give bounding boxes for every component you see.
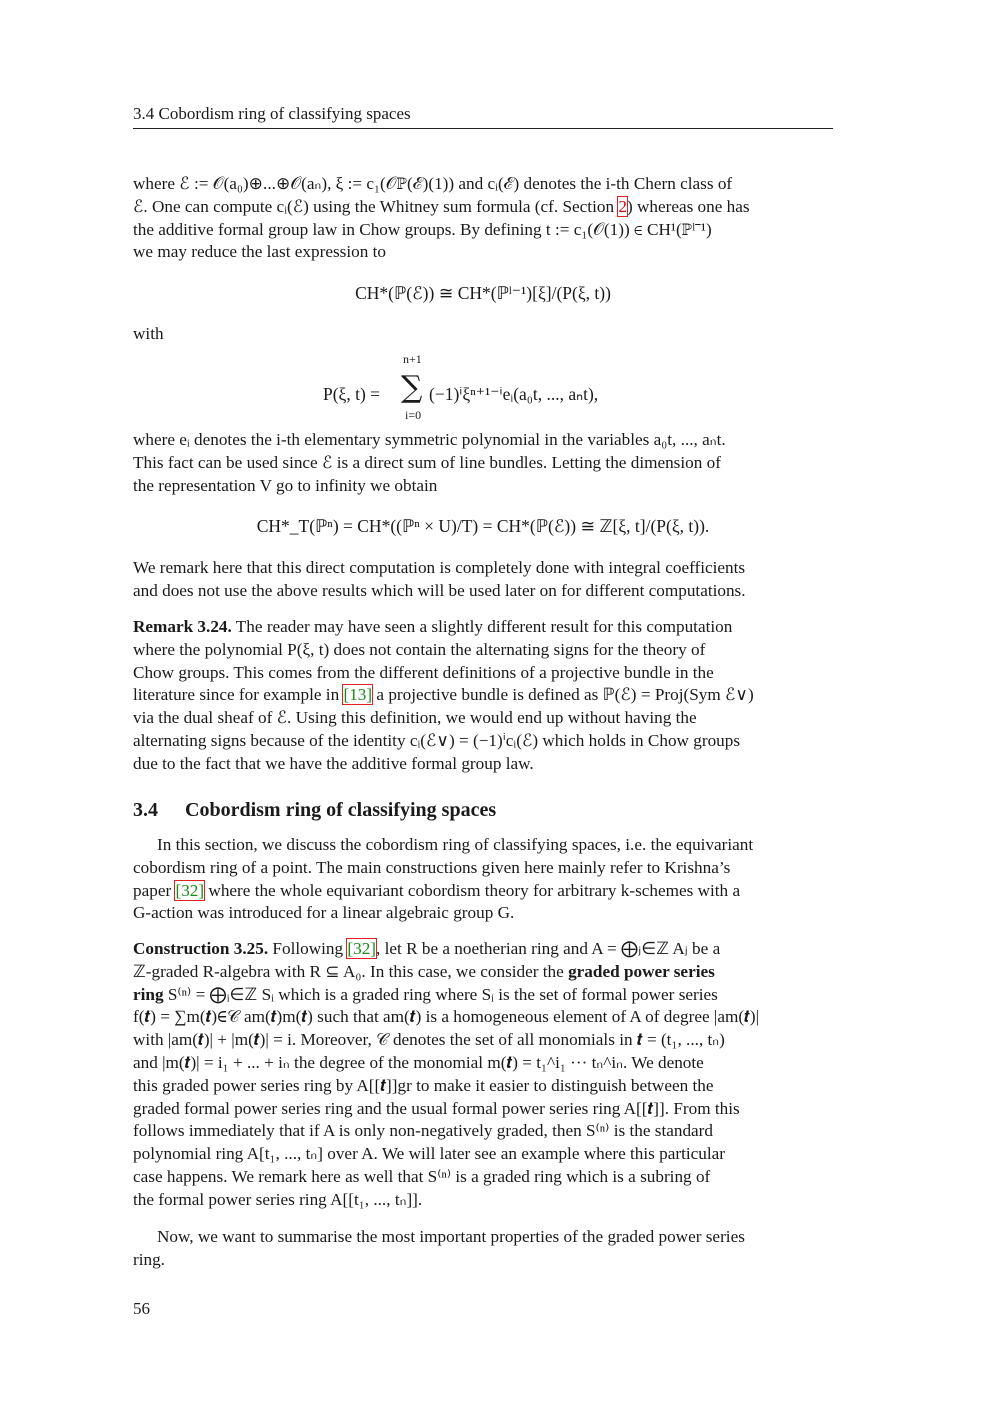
section-number: 3.4 [133,799,158,821]
text-line: and does not use the above results which will be used later on for different computations. [133,580,746,600]
text-line [133,984,833,1007]
text-line: where eᵢ denotes the i-th elementary symmetric polynomial in the variables a₀t, ..., aₙt. [133,430,726,449]
text-span: ℤ-graded R-algebra with R ⊆ A₀. In this case, we consider the [133,961,569,981]
text-line: via the dual sheaf of ℰ. Using this definition, we would end up without having the [133,708,697,728]
defined-term: ring [133,984,164,1004]
citation-link[interactable]: [13] [343,685,373,705]
equation-chow-ring: CH*(ℙ(ℰ)) ≅ CH*(ℙˡ⁻¹)[ξ]/(P(ξ, t)) [355,283,611,303]
section-reference-link[interactable]: 2 [618,196,627,216]
text-line: follows immediately that if A is only non-negatively graded, then S⁽ⁿ⁾ is the standard [133,1121,713,1141]
equation-rhs: (−1)ⁱξⁿ⁺¹⁻ⁱeᵢ(a₀t, ..., aₙt), [429,384,599,404]
paragraph-intro [133,173,833,264]
text-line: alternating signs because of the identity cᵢ(ℰ∨) = (−1)ⁱcᵢ(ℰ) which holds in Chow groups [133,730,741,750]
text-line: the formal power series ring A[[t₁, ..., tₙ]]. [133,1189,423,1209]
text-line: f(𝒕) = ∑m(𝒕)∈𝒞 am(𝒕)m(𝒕) such that am(𝒕) is a homogeneous element of A of degree |am(𝒕)| [133,1007,760,1027]
text-line: Now, we want to summarise the most important properties of the graded power series [157,1227,745,1246]
running-head: 3.4 Cobordism ring of classifying spaces [133,104,833,129]
section-title-text: Cobordism ring of classifying spaces [185,799,497,821]
text-line: Chow groups. This comes from the different definitions of a projective bundle in the [133,662,714,682]
text-span: where the whole equivariant cobordism theory for arbitrary k-schemes with a [204,880,741,900]
page-number: 56 [133,1299,150,1318]
equation-polynomial-P [133,352,833,422]
text-line: the additive formal group law in Chow groups. By defining t := c₁(𝒪(1)) ∈ CH¹(ℙˡ⁻¹) [133,219,712,239]
text-line [133,938,833,961]
text-line: with [133,324,164,343]
citation-link[interactable]: [32] [175,880,205,900]
text-span: , let R be a noetherian ring and A = ⨁ⱼ∈ℤ Aⱼ be a [376,939,721,958]
text-line: with |am(𝒕)| + |m(𝒕)| = i. Moreover, 𝒞 denotes the set of all monomials in 𝒕 = (t₁, ..., tₙ) [133,1030,725,1050]
text-span: ) whereas one has [626,196,750,216]
text-line [133,880,833,903]
text-line [133,196,833,219]
remark-label: Remark 3.24. [133,617,232,636]
sum-lower-limit: i=0 [405,408,422,422]
text-line [133,616,833,639]
text-line: This fact can be used since ℰ is a direct sum of line bundles. Letting the dimension of [133,452,721,472]
summation-symbol: ∑ [401,370,423,405]
section-heading [133,799,496,822]
equation-lhs: P(ξ, t) = [323,384,381,404]
paragraph-section-intro [133,834,833,925]
text-line: this graded power series ring by A[[𝒕]]gr to make it easier to distinguish between the [133,1075,714,1095]
text-span: Following [268,939,348,958]
text-line [133,961,833,984]
text-line: polynomial ring A[t₁, ..., tₙ] over A. We will later see an example where this particular [133,1144,726,1164]
text-span: paper [133,880,176,900]
text-line: due to the fact that we have the additive formal group law. [133,753,534,773]
text-span: The reader may have seen a slightly different result for this computation [231,617,733,636]
document-page [133,0,833,1414]
defined-term: graded power series [568,961,715,981]
text-line: In this section, we discuss the cobordism ring of classifying spaces, i.e. the equivariant [157,835,754,854]
text-line: G-action was introduced for a linear algebraic group G. [133,903,515,923]
remark-3-24 [133,616,833,776]
paragraph-elementary-symmetric [133,429,833,497]
construction-label: Construction 3.25. [133,939,269,958]
citation-link[interactable]: [32] [347,939,377,958]
text-line: and |m(𝒕)| = i₁ + ... + iₙ the degree of the monomial m(𝒕) = t₁^i₁ ··· tₙ^iₙ. We denote [133,1052,704,1072]
text-line: case happens. We remark here as well that S⁽ⁿ⁾ is a graded ring which is a subring of [133,1166,711,1186]
text-line: where ℰ := 𝒪(a₀)⊕...⊕𝒪(aₙ), ξ := c₁(𝒪ℙ(ℰ)(1)) and cᵢ(ℰ) denotes the i-th Chern class of [133,174,733,193]
text-line: we may reduce the last expression to [133,242,386,262]
text-span: ℰ. One can compute cᵢ(ℰ) using the Whitney sum formula (cf. Section [133,196,619,216]
text-line: We remark here that this direct computation is completely done with integral coefficients [133,558,746,577]
equation-equivariant-chow: CH*_T(ℙⁿ) = CH*((ℙⁿ × U)/T) = CH*(ℙ(ℰ)) ≅ ℤ[ξ, t]/(P(ξ, t)). [256,516,710,536]
text-span: literature since for example in [133,685,344,705]
text-line: where the polynomial P(ξ, t) does not contain the alternating signs for the theory of [133,639,706,659]
paragraph-integral-coefficients [133,557,833,603]
text-span: a projective bundle is defined as ℙ(ℰ) = Proj(Sym ℰ∨) [372,685,754,705]
sum-upper-limit: n+1 [403,352,422,366]
text-line [133,684,833,707]
text-span: S⁽ⁿ⁾ = ⨁ᵢ∈ℤ Sᵢ which is a graded ring where Sᵢ is the set of formal power series [163,984,718,1004]
paragraph-summary [133,1226,833,1272]
construction-3-25 [133,938,833,1212]
text-line: the representation V go to infinity we obtain [133,475,438,495]
text-line: cobordism ring of a point. The main constructions given here mainly refer to Krishna’s [133,857,731,877]
text-line: ring. [133,1249,165,1269]
paragraph-with [133,323,833,346]
text-line: graded formal power series ring and the usual formal power series ring A[[𝒕]]. From this [133,1098,740,1118]
